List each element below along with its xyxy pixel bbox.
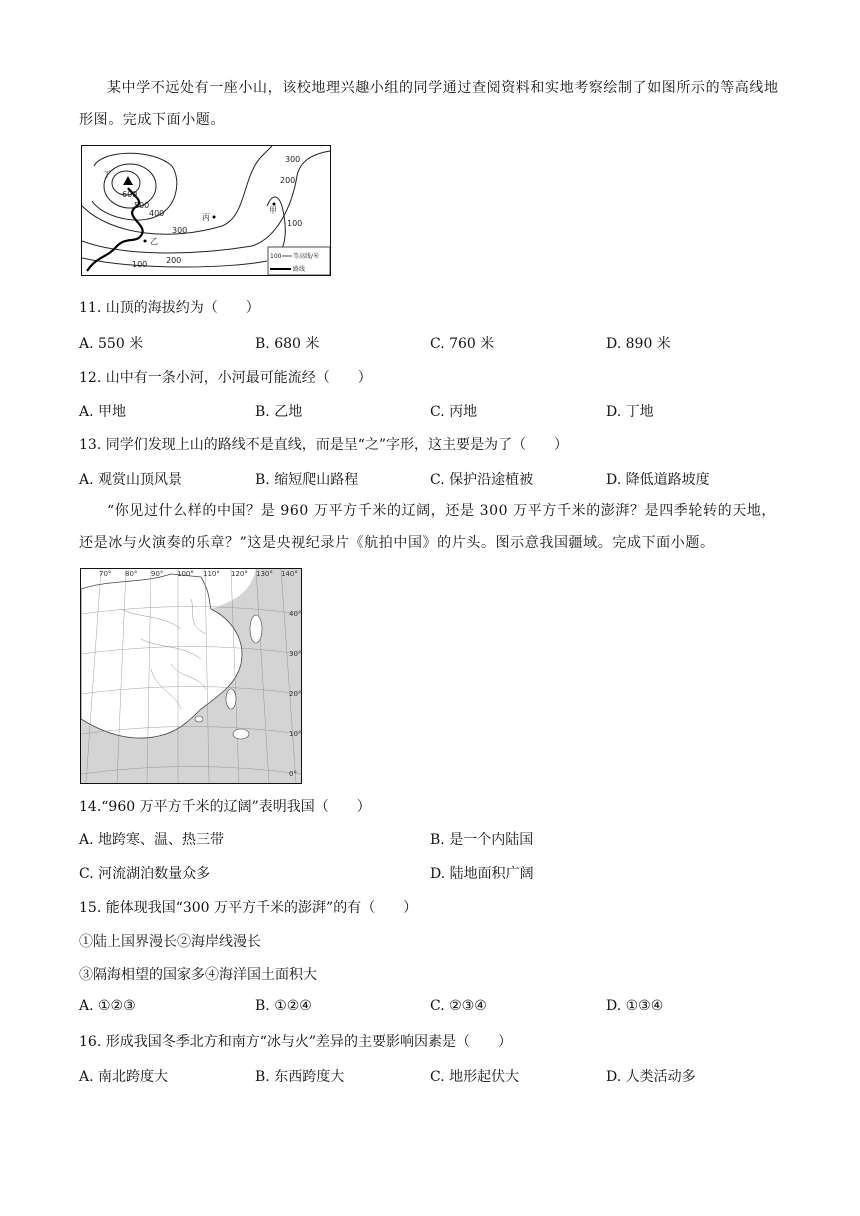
q16-option-a[interactable]: A. 南北跨度大 xyxy=(79,1069,169,1085)
q15-option-a[interactable]: A. ①②③ xyxy=(79,998,136,1014)
svg-text:200: 200 xyxy=(280,176,296,185)
summit-triangle-icon xyxy=(123,176,133,185)
svg-text:40°: 40° xyxy=(289,610,301,618)
svg-text:100: 100 xyxy=(287,219,303,228)
question-14-stem: 14.“960 万平方千米的辽阔”表明我国（ ） xyxy=(79,799,371,815)
question-13-stem: 13. 同学们发现上山的路线不是直线，而是呈“之”字形，这主要是为了（ ） xyxy=(79,437,569,453)
q14-option-c[interactable]: C. 河流湖泊数量众多 xyxy=(79,866,211,882)
svg-text:100: 100 xyxy=(132,260,148,269)
svg-text:300: 300 xyxy=(172,226,188,235)
svg-text:0°: 0° xyxy=(289,770,297,778)
q16-option-d[interactable]: D. 人类活动多 xyxy=(606,1069,696,1085)
svg-text:等高线/米: 等高线/米 xyxy=(293,253,320,260)
q14-option-b[interactable]: B. 是一个内陆国 xyxy=(430,832,534,848)
q16-option-b[interactable]: B. 东西跨度大 xyxy=(255,1069,345,1085)
svg-text:400: 400 xyxy=(149,209,165,218)
q15-option-c[interactable]: C. ②③④ xyxy=(430,998,487,1014)
q14-option-d[interactable]: D. 陆地面积广阔 xyxy=(430,866,534,882)
q16-option-c[interactable]: C. 地形起伏大 xyxy=(430,1069,520,1085)
q11-option-b[interactable]: B. 680 米 xyxy=(255,336,320,352)
q11-option-c[interactable]: C. 760 米 xyxy=(430,336,495,352)
contour-map-figure xyxy=(81,145,331,276)
intro-paragraph-1: 某中学不远处有一座小山，该校地理兴趣小组的同学通过查阅资料和实地考察绘制了如图所示的等高线地形图。完成下面小题。 xyxy=(79,80,779,128)
q12-option-b[interactable]: B. 乙地 xyxy=(255,404,303,420)
q12-option-d[interactable]: D. 丁地 xyxy=(606,404,654,420)
svg-text:200: 200 xyxy=(166,256,182,265)
china-territory-map xyxy=(80,568,302,784)
q11-option-a[interactable]: A. 550 米 xyxy=(79,336,144,352)
svg-text:500: 500 xyxy=(134,201,150,210)
intro-paragraph-2: “你见过什么样的中国？是 960 万平方千米的辽阔，还是 300 万平方千米的澎湃？是四季轮转的天地，还是冰与火演奏的乐章？”这是央视纪录片《航拍中国》的片头。图示意我国疆域。完成下面小题。 xyxy=(79,503,776,551)
q12-option-c[interactable]: C. 丙地 xyxy=(430,404,478,420)
svg-text:300: 300 xyxy=(285,155,301,164)
q12-option-a[interactable]: A. 甲地 xyxy=(79,404,127,420)
question-16-stem: 16. 形成我国冬季北方和南方“冰与火”差异的主要影响因素是（ ） xyxy=(79,1034,513,1050)
q15-option-d[interactable]: D. ①③④ xyxy=(606,998,664,1014)
svg-text:90°: 90° xyxy=(151,570,164,578)
q13-option-b[interactable]: B. 缩短爬山路程 xyxy=(255,472,359,488)
svg-text:30°: 30° xyxy=(289,650,301,658)
q13-option-c[interactable]: C. 保护沿途植被 xyxy=(430,472,534,488)
q14-option-a[interactable]: A. 地跨寒、温、热三带 xyxy=(79,832,225,848)
svg-text:丙: 丙 xyxy=(202,213,210,222)
svg-text:10°: 10° xyxy=(289,730,301,738)
svg-text:甲: 甲 xyxy=(269,206,277,215)
q13-option-a[interactable]: A. 观赏山顶风景 xyxy=(79,472,183,488)
q11-option-d[interactable]: D. 890 米 xyxy=(606,336,671,352)
question-15-stem: 15. 能体现我国“300 万平方千米的澎湃”的有（ ） xyxy=(79,900,418,916)
svg-text:100°: 100° xyxy=(177,570,194,578)
svg-text:70°: 70° xyxy=(99,570,112,578)
svg-text:丁: 丁 xyxy=(103,170,111,179)
q13-option-d[interactable]: D. 降低道路坡度 xyxy=(606,472,710,488)
svg-text:140°: 140° xyxy=(281,570,298,578)
svg-text:100: 100 xyxy=(270,253,282,260)
question-12-stem: 12. 山中有一条小河，小河最可能流经（ ） xyxy=(79,370,372,386)
svg-text:130°: 130° xyxy=(256,570,273,578)
svg-text:20°: 20° xyxy=(289,690,301,698)
svg-text:乙: 乙 xyxy=(150,237,158,246)
question-11-stem: 11. 山顶的海拔约为（ ） xyxy=(79,300,260,316)
svg-text:110°: 110° xyxy=(203,570,220,578)
q15-option-b[interactable]: B. ①②④ xyxy=(255,998,312,1014)
svg-text:路线: 路线 xyxy=(293,266,306,273)
svg-text:120°: 120° xyxy=(231,570,248,578)
q15-statements-line-1: ①陆上国界漫长②海岸线漫长 xyxy=(79,934,261,950)
svg-text:600: 600 xyxy=(122,190,138,199)
svg-text:80°: 80° xyxy=(125,570,138,578)
q15-statements-line-2: ③隔海相望的国家多④海洋国土面积大 xyxy=(79,967,317,983)
